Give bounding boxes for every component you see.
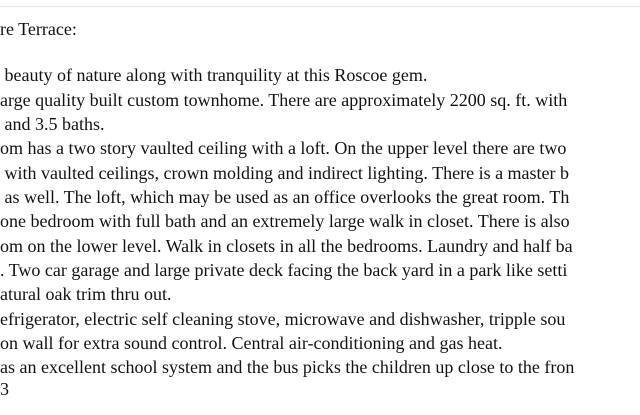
doc-line: with vaulted ceilings, crown molding and indirect lighting. There is a master b <box>0 163 570 183</box>
doc-line: arge quality built custom townhome. There are approximately 2200 sq. ft. with <box>0 90 568 110</box>
doc-line: re Terrace: <box>0 19 77 39</box>
doc-line: efrigerator, electric self cleaning stove, microwave and dishwasher, tripple sou <box>0 309 566 329</box>
doc-line: as an excellent school system and the bus picks the children up close to the fron <box>0 357 575 377</box>
doc-line: om has a two story vaulted ceiling with a loft. On the upper level there are two <box>0 138 567 158</box>
doc-line: . Two car garage and large private deck facing the back yard in a park like setti <box>0 260 568 280</box>
doc-line: atural oak trim thru out. <box>0 284 172 304</box>
doc-line: and 3.5 baths. <box>0 114 105 134</box>
doc-line: one bedroom with full bath and an extremely large walk in closet. There is also <box>0 211 570 231</box>
doc-line: om on the lower level. Walk in closets in all the bedrooms. Laundry and half ba <box>0 236 573 256</box>
doc-line: 3 <box>0 379 9 399</box>
doc-line: on wall for extra sound control. Central air-conditioning and gas heat. <box>0 333 503 353</box>
doc-line: as well. The loft, which may be used as an office overlooks the great room. Th <box>0 187 570 207</box>
doc-line: beauty of nature along with tranquility at this Roscoe gem. <box>0 65 428 85</box>
